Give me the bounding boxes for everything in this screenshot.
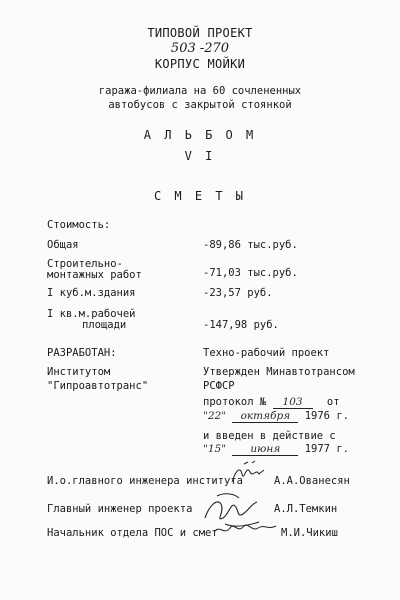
date2-year: 1977 [304,443,330,455]
cost-total-value: -89,86 тыс.руб. [203,239,298,251]
developer-org-line2: "Гипроавтотранс" [47,380,149,392]
signatory-name-2: А.Л.Темкин [274,503,338,515]
date1-day: "22" [203,410,227,422]
developer-org-line1: Институтом [47,366,111,378]
approval-line3: РСФСР [203,380,235,392]
approval-date1 [203,410,349,423]
building-description-line2: автобусов с закрытой стоянкой [108,99,292,111]
cost-heading: Стоимость: [47,219,111,231]
cost-per-m2-label: I кв.м.рабочей [47,308,136,320]
protocol-prefix: протокол № [203,396,267,408]
project-type: ТИПОВОЙ ПРОЕКТ [147,26,253,40]
project-number: 503 -270 [170,41,230,56]
signatory-role-2: Главный инженер проекта [47,503,193,515]
cost-per-m2-value: -147,98 руб. [203,319,279,331]
signatory-role-1: И.о.главного инженера института [47,475,243,487]
date1-month: октября [232,411,298,423]
date2-day: "15" [203,443,227,455]
cost-per-m3-label: I куб.м.здания [47,287,136,299]
approval-line2: Утвержден Минавтотрансом [203,366,355,378]
album-number: V I [184,149,216,163]
protocol-ot: от [326,396,340,408]
cost-total-label: Общая [47,239,79,251]
signature-1 [228,460,268,488]
date2-suffix: г. [336,443,349,455]
section-title: С М Е Т Ы [153,189,247,203]
building-name: КОРПУС МОЙКИ [154,57,246,71]
cost-per-m2-label2: площади [82,319,127,331]
cost-construction-label2: монтажных работ [47,269,142,281]
protocol-line [203,396,340,409]
cost-per-m3-value: -23,57 руб. [203,287,273,299]
date2-month: июня [232,444,298,456]
developer-heading: РАЗРАБОТАН: [47,347,117,359]
date1-suffix: г. [336,410,349,422]
cost-construction-label: Строительно- [47,258,123,270]
signatory-role-3: Начальник отдела ПОС и смет [47,527,218,539]
protocol-number: 103 [273,397,313,409]
date1-year: 1976 [304,410,330,422]
building-description-line1: гаража-филиала на 60 сочлененных [98,85,302,97]
cost-construction-value: -71,03 тыс.руб. [203,267,298,279]
approval-line5: и введен в действие с [203,430,336,442]
approval-line1: Техно-рабочий проект [203,347,330,359]
signature-3 [210,516,280,540]
approval-date2 [203,443,349,456]
signatory-name-3: М.И.Чикиш [281,527,338,539]
signatory-name-1: А.А.Ованесян [274,475,350,487]
album-title: А Л Ь Б О М [143,128,257,142]
